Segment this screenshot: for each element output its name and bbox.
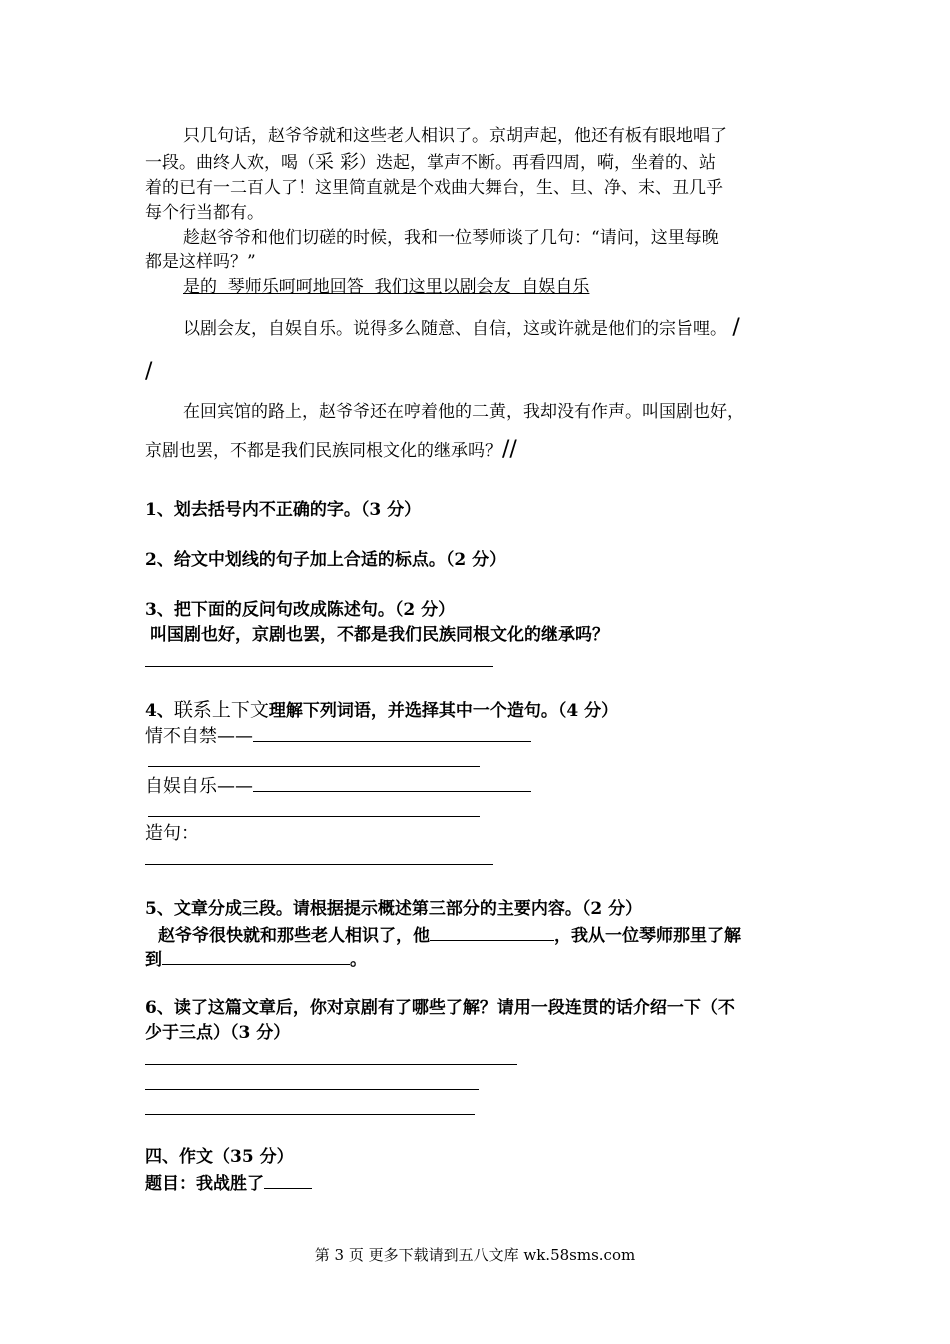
answer-line[interactable]	[145, 1089, 479, 1090]
word-2	[145, 773, 531, 799]
word-2-blank[interactable]	[253, 773, 531, 792]
passage-line	[145, 438, 517, 463]
passage-text: 京剧也罢，不都是我们民族同根文化的继承吗？	[145, 441, 502, 461]
composition-title-text: 题目：我战胜了	[145, 1174, 264, 1194]
composition-title-blank[interactable]	[264, 1170, 312, 1189]
word-2-label: 自娱自乐——	[145, 776, 253, 797]
question-5: 5、文章分成三段。请根据提示概述第三部分的主要内容。（2 分）	[145, 899, 643, 919]
passage-line	[183, 316, 740, 341]
question-6: 6、读了这篇文章后，你对京剧有了哪些了解？请用一段连贯的话介绍一下（不	[145, 998, 735, 1018]
composition-title	[145, 1170, 312, 1196]
composition-heading: 四、作文（35 分）	[145, 1147, 294, 1167]
make-sentence-label: 造句：	[145, 823, 199, 844]
question-5-text: ，我从一位琴师那里了解	[554, 926, 741, 946]
question-5-text: 赵爷爷很快就和那些老人相识了，他	[158, 926, 430, 946]
slash-mark: /	[145, 359, 153, 384]
passage-line: 每个行当都有。	[145, 203, 264, 223]
passage-line: 只几句话，赵爷爷就和这些老人相识了。京胡声起，他还有板有眼地唱了	[183, 126, 727, 146]
question-4-emphasis: 联系上下文	[173, 699, 269, 721]
passage-line	[145, 150, 716, 175]
passage-text: ）迭起，掌声不断。再看四周，嗬，坐着的、站	[359, 153, 717, 173]
slash-mark: //	[502, 437, 517, 462]
word-1	[145, 723, 531, 749]
passage-text: 一段。曲终人欢，喝（	[145, 153, 315, 173]
answer-line[interactable]	[145, 666, 493, 667]
question-3: 3、把下面的反问句改成陈述句。（2 分）	[145, 600, 456, 620]
question-5-blank-2[interactable]	[162, 946, 350, 965]
underlined-sentence: 是的 琴师乐呵呵地回答 我们这里以剧会友 自娱自乐	[183, 277, 590, 297]
word-1-label: 情不自禁——	[145, 726, 253, 747]
passage-line: 趁赵爷爷和他们切磋的时候，我和一位琴师谈了几句：“请问，这里每晚	[183, 228, 719, 248]
question-5-line	[145, 946, 367, 972]
answer-line[interactable]	[145, 864, 493, 865]
passage-text: 以剧会友，自娱自乐。说得多么随意、自信，这或许就是他们的宗旨哩。	[183, 319, 727, 339]
question-4-rest: 理解下列词语，并选择其中一个造句。（4 分）	[268, 701, 619, 721]
question-5-text: 到	[145, 950, 162, 970]
passage-line: 都是这样吗？”	[145, 252, 256, 272]
passage-line: 着的已有一二百人了！这里简直就是个戏曲大舞台，生、旦、净、末、丑几乎	[145, 178, 723, 198]
question-3-sentence: 叫国剧也好，京剧也罢，不都是我们民族同根文化的继承吗？	[150, 625, 609, 645]
word-1-blank[interactable]	[253, 723, 531, 742]
answer-line[interactable]	[145, 1114, 475, 1115]
question-1: 1、划去括号内不正确的字。（3 分）	[145, 500, 422, 520]
question-5-text: 。	[350, 950, 367, 970]
slash-mark: /	[732, 315, 740, 340]
answer-line[interactable]	[145, 1064, 517, 1065]
question-2: 2、给文中划线的句子加上合适的标点。（2 分）	[145, 550, 507, 570]
question-4	[145, 698, 618, 723]
question-4-prefix: 4、	[145, 701, 174, 721]
page-footer: 第 3 页 更多下载请到五八文库 wk.58sms.com	[314, 1246, 636, 1264]
bracket-choice: 采 彩	[315, 151, 360, 173]
answer-line[interactable]	[148, 766, 480, 767]
passage-line: 在回宾馆的路上，赵爷爷还在哼着他的二黄，我却没有作声。叫国剧也好，	[183, 402, 744, 422]
question-5-line	[158, 922, 741, 948]
question-6: 少于三点）（3 分）	[145, 1023, 291, 1043]
answer-line[interactable]	[148, 816, 480, 817]
question-5-blank-1[interactable]	[430, 922, 554, 941]
